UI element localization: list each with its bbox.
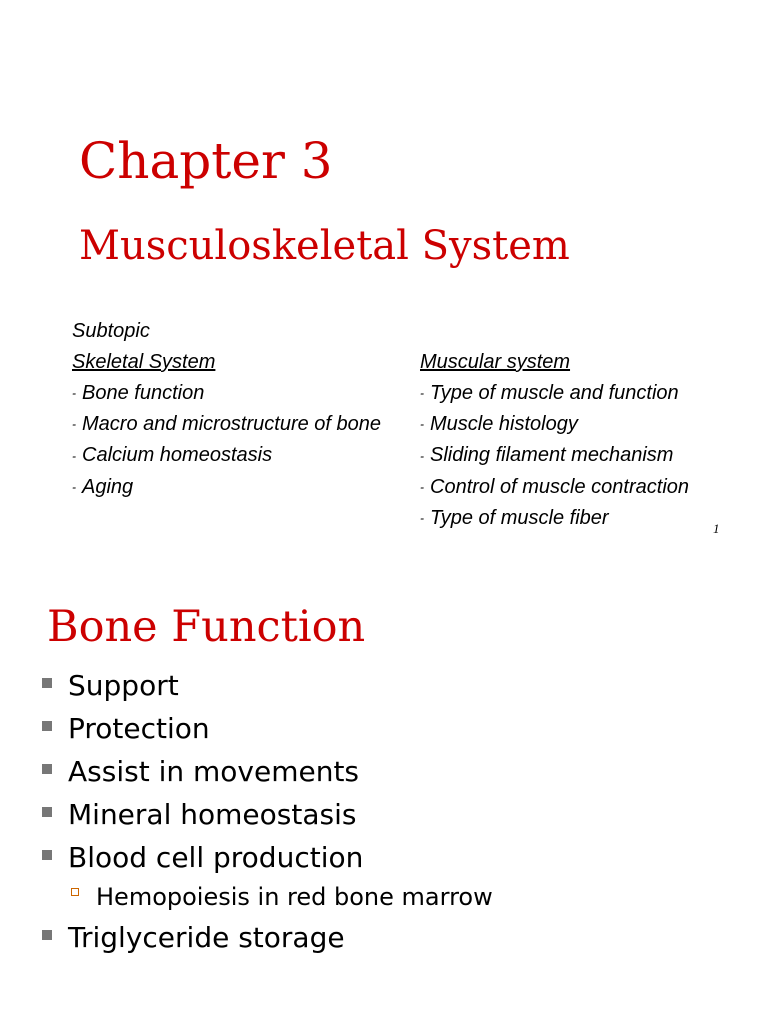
list-item-text: Sliding filament mechanism <box>430 444 674 467</box>
dash-marker: - <box>420 417 424 432</box>
bullet-item <box>40 707 493 750</box>
bone-function-list <box>40 664 493 959</box>
list-item-text: Control of muscle contraction <box>430 475 690 498</box>
square-bullet-icon <box>42 678 52 688</box>
sub-bullet-text: Hemopoiesis in red bone marrow <box>96 883 493 911</box>
page-number: 1 <box>713 521 720 536</box>
sub-bullet-item <box>40 879 493 916</box>
bullet-text: Assist in movements <box>68 755 360 788</box>
chapter-subtitle: Musculoskeletal System <box>79 223 570 269</box>
bullet-text: Triglyceride storage <box>68 921 345 954</box>
list-item <box>420 440 689 471</box>
list-item <box>72 440 381 471</box>
dash-marker: - <box>72 417 76 432</box>
dash-marker: - <box>72 386 76 401</box>
square-bullet-icon <box>42 764 52 774</box>
bone-function-title: Bone Function <box>47 602 366 652</box>
subtopic-label: Subtopic <box>72 320 150 342</box>
bullet-text: Mineral homeostasis <box>68 798 357 831</box>
list-item-text: Type of muscle fiber <box>430 506 609 529</box>
list-item <box>72 472 381 503</box>
dash-marker: - <box>420 511 424 526</box>
dash-marker: - <box>420 479 424 494</box>
list-item <box>420 472 689 503</box>
dash-marker: - <box>420 386 424 401</box>
bullet-text: Blood cell production <box>68 841 364 874</box>
skeletal-system-list <box>72 347 381 503</box>
list-item <box>72 409 381 440</box>
bullet-item <box>40 916 493 959</box>
bullet-text: Support <box>68 669 179 702</box>
list-item-text: Macro and microstructure of bone <box>82 413 382 436</box>
skeletal-system-heading: Skeletal System <box>72 351 216 373</box>
bullet-item <box>40 836 493 879</box>
list-item-text: Aging <box>82 475 134 498</box>
list-item <box>420 503 689 534</box>
list-item-text: Muscle histology <box>430 413 578 436</box>
list-item-text: Calcium homeostasis <box>82 444 273 467</box>
square-bullet-icon <box>42 807 52 817</box>
square-bullet-icon <box>42 930 52 940</box>
square-bullet-icon <box>42 850 52 860</box>
list-item <box>72 378 381 409</box>
slide-bone-function <box>0 580 768 1024</box>
list-item-text: Bone function <box>82 382 205 404</box>
muscular-system-heading: Muscular system <box>420 351 571 373</box>
hollow-square-bullet-icon <box>71 888 79 896</box>
muscular-system-list <box>420 347 689 534</box>
dash-marker: - <box>72 479 76 494</box>
list-item <box>420 378 689 409</box>
square-bullet-icon <box>42 721 52 731</box>
chapter-title: Chapter 3 <box>79 132 333 190</box>
list-item <box>420 409 689 440</box>
bullet-item <box>40 750 493 793</box>
bullet-text: Protection <box>68 712 210 745</box>
bullet-item <box>40 793 493 836</box>
dash-marker: - <box>72 448 76 463</box>
dash-marker: - <box>420 448 424 463</box>
bullet-item <box>40 664 493 707</box>
list-item-text: Type of muscle and function <box>430 382 679 404</box>
